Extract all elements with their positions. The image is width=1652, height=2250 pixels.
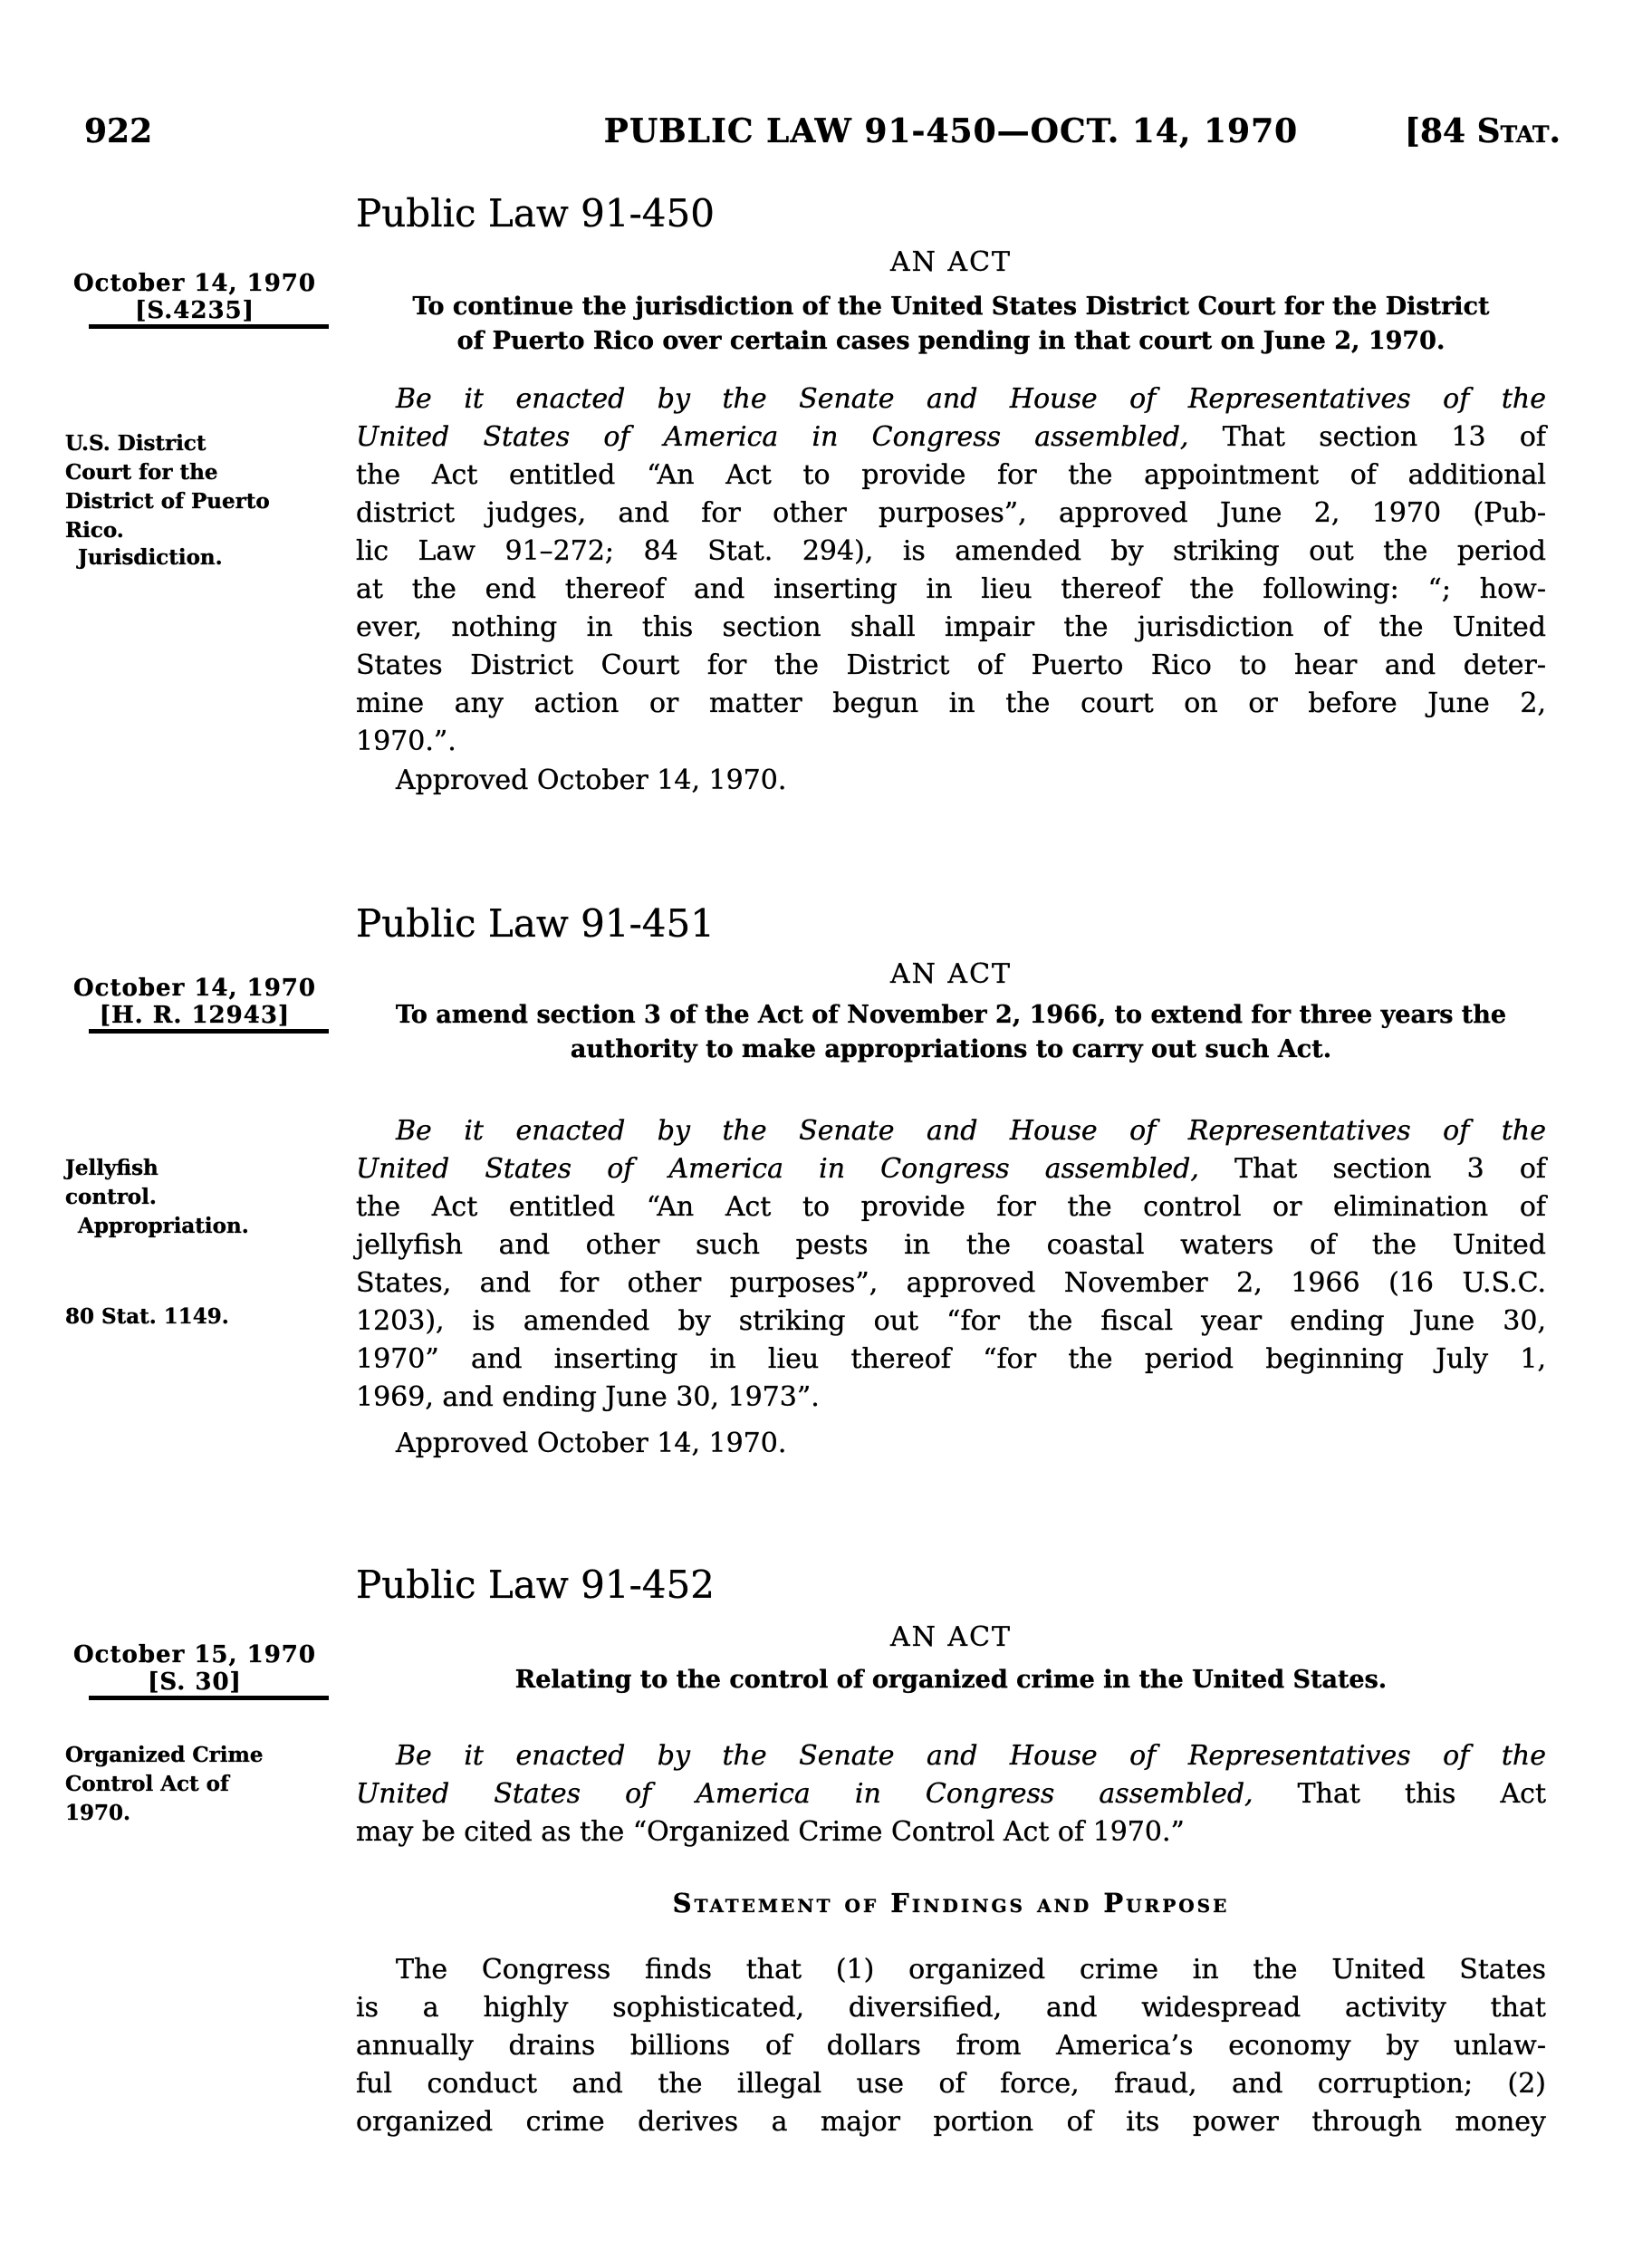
margin-note-line: Appropriation.	[78, 1214, 249, 1238]
body-line: at the end thereof and inserting in lieu thereof the following: “; how-	[356, 573, 1546, 605]
law-450-body	[356, 380, 1546, 761]
law-450-approved: Approved October 14, 1970.	[396, 764, 787, 796]
law-452-heading: Public Law 91-452	[356, 1562, 715, 1607]
body-line: mine any action or matter begun in the court on or before June 2,	[356, 688, 1546, 719]
margin-note-line: Court for the	[65, 460, 218, 485]
law-452-description	[344, 1663, 1558, 1697]
body-line: may be cited as the “Organized Crime Control Act of 1970.”	[356, 1816, 1185, 1848]
margin-divider-rule	[89, 1029, 329, 1034]
findings-paragraph	[356, 1951, 1546, 2141]
law-451-margin-note	[65, 1154, 330, 1241]
body-line: 1970.”.	[356, 726, 456, 757]
law-451-margin-date	[59, 975, 331, 1029]
description-line: To amend section 3 of the Act of November 2, 1966, to extend for three years the	[395, 1001, 1507, 1029]
law-451-heading: Public Law 91-451	[356, 901, 715, 946]
enacting-clause-line: Be it enacted by the Senate and House of Representatives of the	[396, 383, 1546, 415]
law-450-description	[344, 290, 1558, 359]
enacting-clause-line: United States of America in Congress assembled, That section 13 of	[356, 421, 1546, 453]
margin-date-line: October 14, 1970	[73, 975, 316, 1002]
margin-divider-rule	[89, 324, 329, 329]
margin-note-line: Jurisdiction.	[78, 545, 223, 570]
body-line: the Act entitled “An Act to provide for the control or elimination of	[356, 1191, 1546, 1223]
bill-number: [H. R. 12943]	[99, 1002, 291, 1029]
body-line: district judges, and for other purposes”, approved June 2, 1970 (Pub-	[356, 497, 1546, 529]
margin-note-line: District of Puerto	[65, 489, 270, 514]
body-line: 1969, and ending June 30, 1973”.	[356, 1381, 820, 1413]
body-line: States, and for other purposes”, approved November 2, 1966 (16 U.S.C.	[356, 1267, 1546, 1299]
body-line: annually drains billions of dollars from America’s economy by unlaw-	[356, 2030, 1546, 2062]
stat-volume-citation: [84 Stat.	[1404, 112, 1561, 150]
description-line: authority to make appropriations to carry out such Act.	[570, 1035, 1332, 1063]
law-452-an-act: AN ACT	[889, 1621, 1013, 1653]
body-line: organized crime derives a major portion of its power through money	[356, 2106, 1546, 2138]
enacting-clause-line: United States of America in Congress assembled, That this Act	[356, 1778, 1546, 1810]
margin-note-line: Organized Crime	[65, 1743, 264, 1767]
margin-date-line: October 15, 1970	[73, 1641, 316, 1668]
law-450-margin-note	[65, 429, 330, 545]
body-line: the Act entitled “An Act to provide for the appointment of additional	[356, 459, 1546, 491]
description-line: To continue the jurisdiction of the United States District Court for the District	[412, 293, 1490, 321]
law-451-an-act: AN ACT	[889, 958, 1013, 990]
running-header-title: PUBLIC LAW 91-450—OCT. 14, 1970	[603, 112, 1299, 150]
margin-note-line: 1970.	[65, 1801, 131, 1825]
margin-note-line: control.	[65, 1185, 157, 1209]
law-451-body	[356, 1112, 1546, 1417]
description-line: of Puerto Rico over certain cases pending in that court on June 2, 1970.	[456, 327, 1446, 355]
bill-number: [S.4235]	[135, 297, 255, 324]
description-line: Relating to the control of organized crime in the United States.	[514, 1666, 1388, 1694]
law-452-body	[356, 1737, 1546, 1851]
body-line: 1203), is amended by striking out “for the fiscal year ending June 30,	[356, 1305, 1546, 1337]
margin-note-line: U.S. District	[65, 431, 206, 456]
law-450-heading: Public Law 91-450	[356, 191, 715, 236]
law-452-margin-note	[65, 1741, 330, 1828]
enacting-clause-line: United States of America in Congress assembled, That section 3 of	[356, 1153, 1546, 1185]
law-452-margin-date	[59, 1641, 331, 1696]
body-line: States District Court for the District of Puerto Rico to hear and deter-	[356, 649, 1546, 681]
body-line: ever, nothing in this section shall impair the jurisdiction of the United	[356, 611, 1546, 643]
body-line: jellyfish and other such pests in the coastal waters of the United	[356, 1229, 1546, 1261]
body-line: The Congress finds that (1) organized crime in the United States	[396, 1954, 1546, 1986]
law-450-an-act: AN ACT	[889, 246, 1013, 278]
law-451-margin-stat-citation: 80 Stat. 1149.	[65, 1304, 229, 1329]
page-number: 922	[84, 112, 153, 150]
body-line: lic Law 91–272; 84 Stat. 294), is amended by striking out the period	[356, 535, 1546, 567]
statement-of-findings-heading: Statement of Findings and Purpose	[672, 1888, 1230, 1918]
body-line: 1970” and inserting in lieu thereof “for the period beginning July 1,	[356, 1343, 1546, 1375]
law-450-margin-date	[59, 270, 331, 324]
body-line: ful conduct and the illegal use of force, fraud, and corruption; (2)	[356, 2068, 1546, 2100]
enacting-clause-line: Be it enacted by the Senate and House of Representatives of the	[396, 1115, 1546, 1147]
enacting-clause-line: Be it enacted by the Senate and House of Representatives of the	[396, 1740, 1546, 1772]
law-451-approved: Approved October 14, 1970.	[396, 1428, 787, 1459]
law-450-margin-note-2	[65, 543, 330, 572]
margin-note-line: Rico.	[65, 518, 124, 543]
running-header-row	[0, 112, 1652, 154]
bill-number: [S. 30]	[148, 1668, 242, 1696]
margin-date-line: October 14, 1970	[73, 270, 316, 297]
law-451-description	[344, 998, 1558, 1067]
margin-divider-rule	[89, 1696, 329, 1700]
margin-note-line: Jellyfish	[65, 1156, 158, 1180]
body-line: is a highly sophisticated, diversified, and widespread activity that	[356, 1992, 1546, 2024]
margin-note-line: Control Act of	[65, 1772, 229, 1796]
